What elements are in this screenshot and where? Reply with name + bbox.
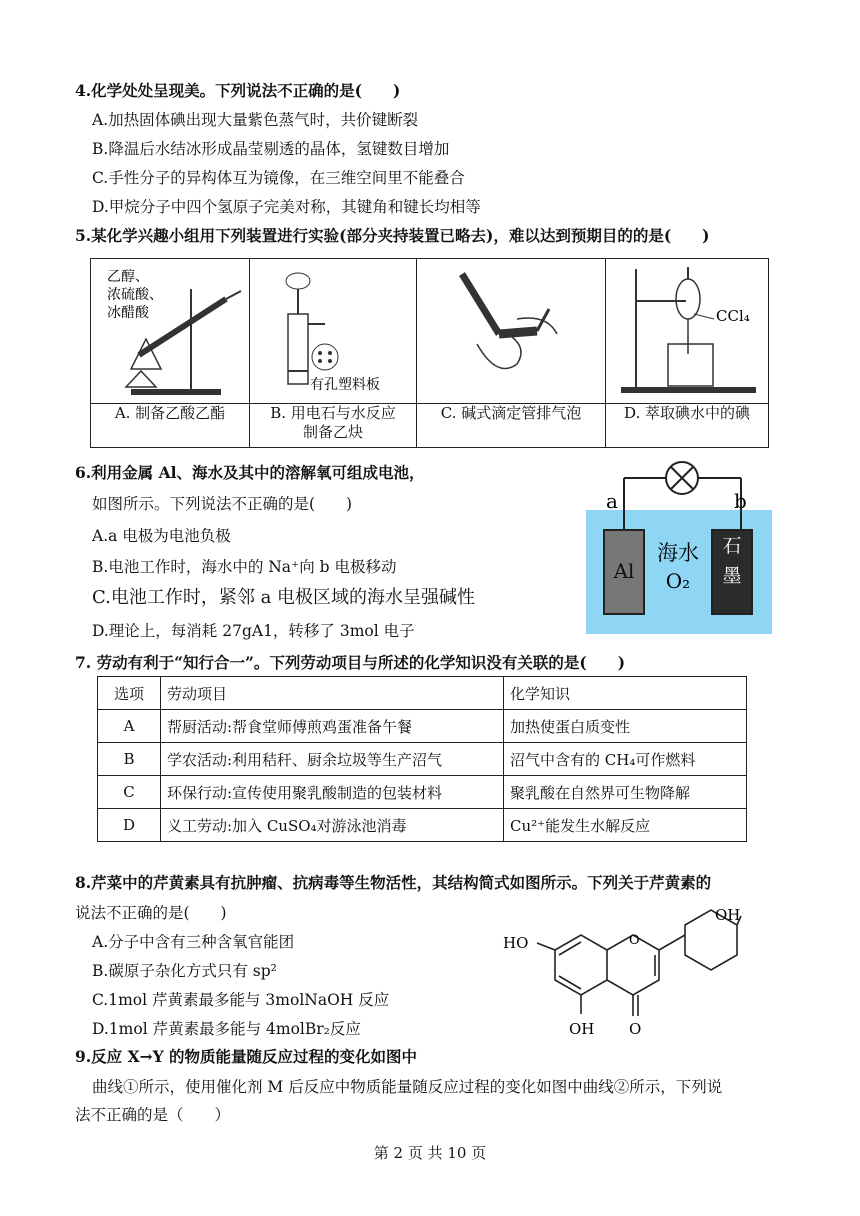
graphite-label-1: 石	[722, 535, 742, 557]
table-row	[98, 809, 747, 842]
row-option: A	[98, 710, 161, 743]
label-a: a	[606, 489, 618, 513]
ho-label-left: HO	[503, 934, 529, 952]
q8-stem-line1: 8.芹菜中的芹黄素具有抗肿瘤、抗病毒等生物活性，其结构简式如图所示。下列关于芹黄素的	[75, 873, 712, 892]
acetylene-setup-figure	[250, 259, 416, 399]
al-label: Al	[613, 559, 635, 583]
apparatus-a-cell	[91, 259, 250, 404]
row-labor: 帮厨活动:帮食堂师傅煎鸡蛋准备午餐	[161, 710, 504, 743]
labor-table	[97, 676, 747, 842]
q6-option-c: C.电池工作时，紧邻 a 电极区域的海水呈强碱性	[92, 587, 476, 608]
q5-stem: 5.某化学兴趣小组用下列装置进行实验(部分夹持装置已略去)，难以达到预期目的的是( )	[75, 226, 710, 245]
perforated-plate-label: 有孔塑料板	[310, 377, 380, 393]
q6-option-d: D.理论上，每消耗 27gA1，转移了 3mol 电子	[92, 622, 415, 640]
caption-d: D. 萃取碘水中的碘	[606, 404, 769, 448]
caption-a: A. 制备乙酸乙酯	[91, 404, 250, 448]
row-labor: 学农活动:利用秸秆、厨余垃圾等生产沼气	[161, 743, 504, 776]
row-labor: 义工劳动:加入 CuSO₄对游泳池消毒	[161, 809, 504, 842]
row-option: C	[98, 776, 161, 809]
q8-option-a: A.分子中含有三种含氧官能团	[92, 933, 295, 951]
oh-label-bottom: OH	[569, 1020, 595, 1038]
q4-stem: 4.化学处处呈现美。下列说法不正确的是( )	[75, 81, 401, 100]
apparatus-c-cell	[417, 259, 606, 404]
q9-line1: 9.反应 X→Y 的物质能量随反应过程的变化如图中	[75, 1047, 418, 1066]
q9-line3: 法不正确的是（ ）	[75, 1106, 231, 1124]
q7-stem: 7. 劳动有利于“知行合一”。下列劳动项目与所述的化学知识没有关联的是( )	[75, 653, 626, 672]
battery-diagram	[586, 458, 772, 634]
header-option: 选项	[98, 677, 161, 710]
header-chem: 化学知识	[504, 677, 747, 710]
q6-stem-line2: 如图所示。下列说法不正确的是( )	[92, 495, 353, 513]
reagent-acetic-acid: 冰醋酸	[107, 305, 149, 321]
seawater-label: 海水	[657, 541, 699, 565]
row-option: B	[98, 743, 161, 776]
apigenin-structure	[495, 900, 755, 1050]
ccl4-label: CCl₄	[716, 307, 750, 325]
q8-option-d: D.1mol 芹黄素最多能与 4molBr₂反应	[92, 1020, 361, 1038]
table-header-row	[98, 677, 747, 710]
row-option: D	[98, 809, 161, 842]
row-chem: 沼气中含有的 CH₄可作燃料	[504, 743, 747, 776]
q4-option-b: B.降温后水结冰形成晶莹剔透的晶体，氢键数目增加	[92, 140, 450, 158]
caption-b: B. 用电石与水反应 制备乙炔	[250, 404, 417, 448]
oxygen-label: O₂	[665, 569, 691, 593]
row-chem: 加热使蛋白质变性	[504, 710, 747, 743]
label-b: b	[734, 489, 747, 513]
carbonyl-o-label: O	[629, 1020, 642, 1038]
row-chem: Cu²⁺能发生水解反应	[504, 809, 747, 842]
q9-line2: 曲线①所示，使用催化剂 M 后反应中物质能量随反应过程的变化如图中曲线②所示，下列说	[92, 1078, 723, 1096]
q4-option-a: A.加热固体碘出现大量紫色蒸气时，共价键断裂	[92, 111, 419, 129]
table-row	[98, 776, 747, 809]
reagent-h2so4: 浓硫酸、	[107, 287, 163, 303]
burette-figure	[417, 259, 605, 399]
q4-option-c: C.手性分子的异构体互为镜像，在三维空间里不能叠合	[92, 169, 465, 187]
reagent-ethanol: 乙醇、	[107, 269, 149, 285]
table-row	[98, 710, 747, 743]
apparatus-b-cell	[250, 259, 417, 404]
q6-stem-line1: 6.利用金属 Al、海水及其中的溶解氧可组成电池，	[75, 463, 425, 482]
table-row	[98, 743, 747, 776]
caption-c: C. 碱式滴定管排气泡	[417, 404, 606, 448]
extraction-figure	[606, 259, 768, 399]
ring-o-label: O	[629, 933, 640, 948]
q8-option-c: C.1mol 芹黄素最多能与 3molNaOH 反应	[92, 991, 390, 1009]
row-chem: 聚乳酸在自然界可生物降解	[504, 776, 747, 809]
q4-option-d: D.甲烷分子中四个氢原子完美对称，其键角和键长均相等	[92, 198, 481, 216]
row-labor: 环保行动:宣传使用聚乳酸制造的包装材料	[161, 776, 504, 809]
q8-option-b: B.碳原子杂化方式只有 sp²	[92, 962, 277, 980]
q6-option-b: B.电池工作时，海水中的 Na⁺向 b 电极移动	[92, 558, 397, 576]
apparatus-d-cell	[606, 259, 769, 404]
graphite-label-2: 墨	[722, 565, 742, 587]
apparatus-table	[90, 258, 769, 448]
page-footer: 第 2 页 共 10 页	[373, 1144, 487, 1162]
ester-setup-figure	[91, 259, 249, 399]
header-labor: 劳动项目	[161, 677, 504, 710]
q6-option-a: A.a 电极为电池负极	[92, 527, 231, 545]
q8-stem-line2: 说法不正确的是( )	[75, 904, 227, 922]
oh-label-top: OH	[715, 906, 741, 924]
